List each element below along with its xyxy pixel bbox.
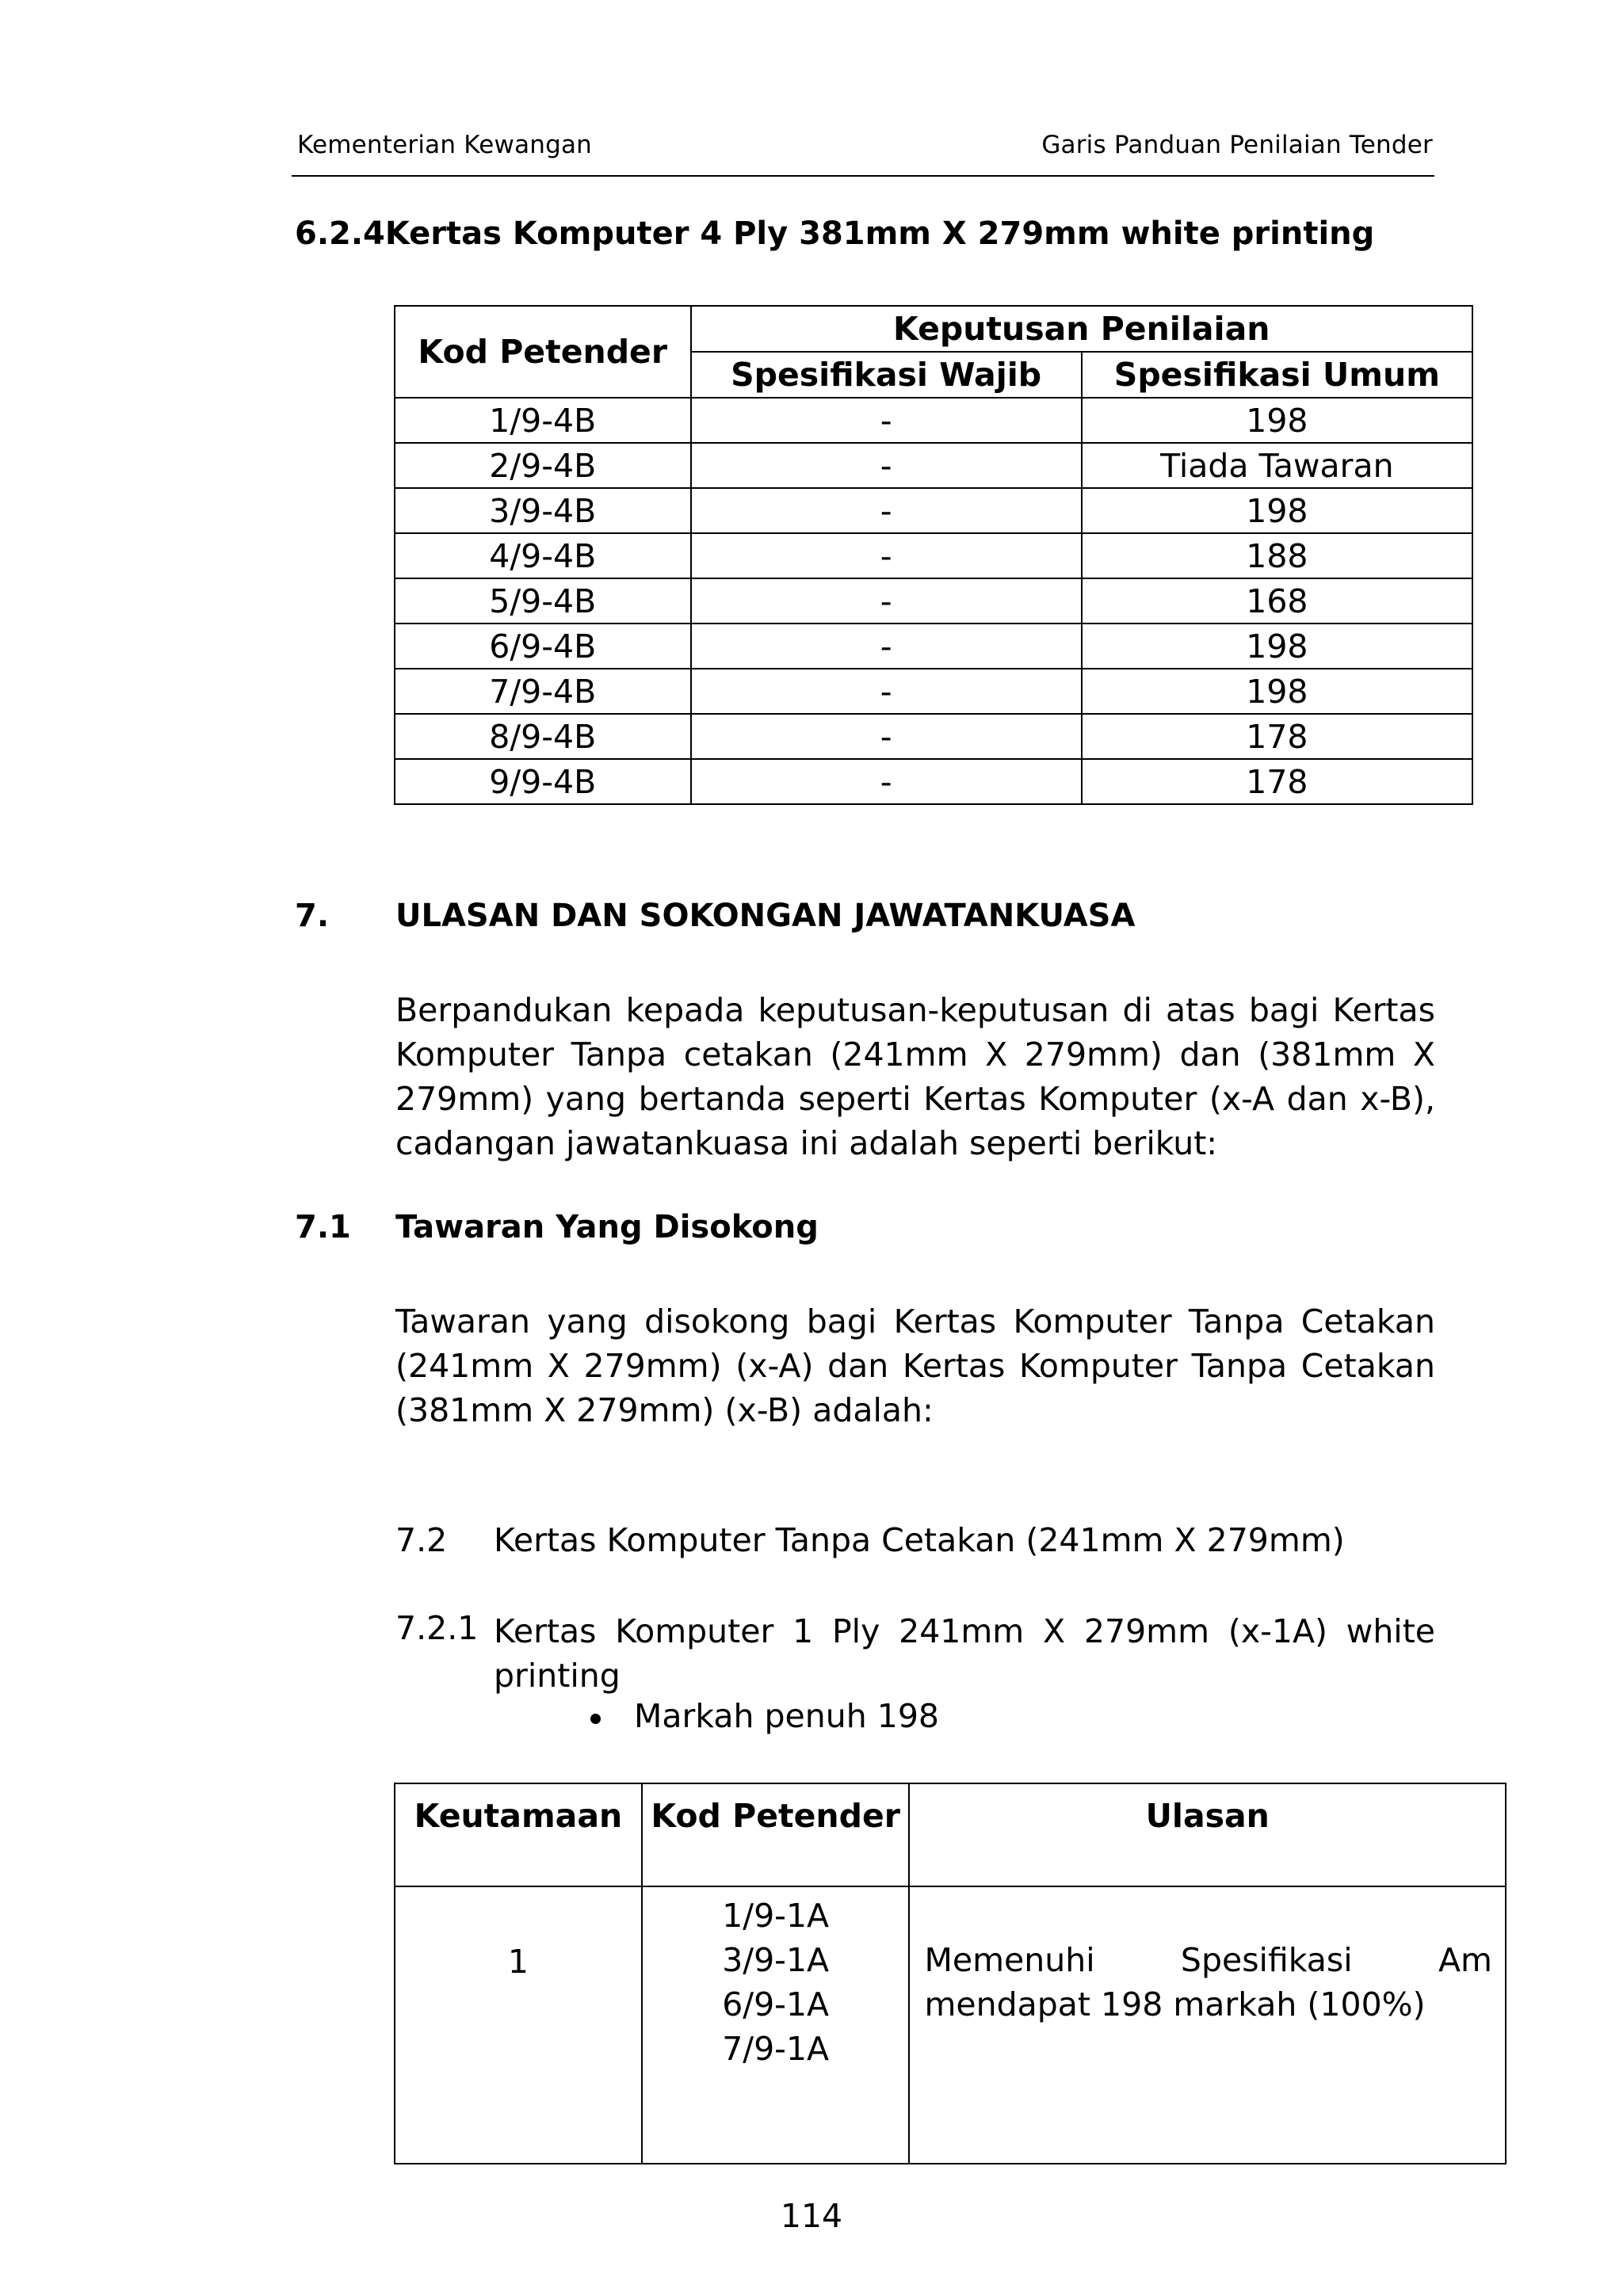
section-7-number: 7.	[295, 898, 330, 934]
evaluation-table-4b	[394, 305, 1473, 805]
cell-wajib: -	[691, 533, 1082, 578]
header-document-title: Garis Panduan Penilaian Tender	[1041, 131, 1433, 159]
cell-umum: 198	[1082, 669, 1472, 714]
cell-kod: 8/9-4B	[395, 714, 691, 759]
cell-umum: Tiada Tawaran	[1082, 443, 1472, 488]
col-header-keputusan-penilaian: Keputusan Penilaian	[691, 306, 1473, 352]
cell-umum: 178	[1082, 759, 1472, 804]
section-721-heading: Kertas Komputer 1 Ply 241mm X 279mm (x-1A) white printing	[494, 1612, 1435, 1695]
cell-wajib: -	[691, 714, 1082, 759]
kod-item: 7/9-1A	[722, 2030, 830, 2068]
kod-item: 3/9-1A	[722, 1941, 830, 1979]
header-rule	[292, 175, 1434, 177]
cell-kod: 5/9-4B	[395, 578, 691, 624]
cell-wajib: -	[691, 578, 1082, 624]
kod-item: 6/9-1A	[722, 1985, 830, 2023]
col-header-kod-petender: Kod Petender	[395, 306, 691, 398]
section-71-heading: Tawaran Yang Disokong	[395, 1209, 819, 1245]
cell-kod: 4/9-4B	[395, 533, 691, 578]
cell-wajib: -	[691, 669, 1082, 714]
table-row	[395, 533, 1472, 578]
recommendation-table-1a	[394, 1783, 1507, 2164]
col-header-kod-petender: Kod Petender	[642, 1783, 910, 1886]
table-row	[395, 398, 1472, 443]
table-row	[395, 669, 1472, 714]
section-71-paragraph: Tawaran yang disokong bagi Kertas Komputer Tanpa Cetakan (241mm X 279mm) (x-A) dan Kertas Komputer Tanpa Cetakan (381mm X 279mm) (x-B) adalah:	[395, 1302, 1435, 1429]
page-number: 114	[780, 2197, 843, 2235]
col-header-spesifikasi-wajib: Spesifikasi Wajib	[691, 352, 1082, 398]
bullet-icon	[590, 1714, 601, 1724]
cell-keutamaan: 1	[395, 1886, 642, 2164]
cell-kod-list	[642, 1886, 910, 2164]
cell-kod: 7/9-4B	[395, 669, 691, 714]
cell-wajib: -	[691, 398, 1082, 443]
table-row	[395, 624, 1472, 669]
section-72-heading: Kertas Komputer Tanpa Cetakan (241mm X 279mm)	[494, 1521, 1345, 1559]
table-row	[395, 714, 1472, 759]
header-ministry: Kementerian Kewangan	[297, 131, 593, 159]
cell-umum: 188	[1082, 533, 1472, 578]
section-72-number: 7.2	[395, 1521, 448, 1559]
cell-kod: 9/9-4B	[395, 759, 691, 804]
table-row	[395, 443, 1472, 488]
cell-umum: 178	[1082, 714, 1472, 759]
section-721-number: 7.2.1	[395, 1609, 479, 1647]
section-71-number: 7.1	[295, 1209, 351, 1245]
cell-kod: 6/9-4B	[395, 624, 691, 669]
cell-umum: 168	[1082, 578, 1472, 624]
col-header-ulasan: Ulasan	[909, 1783, 1506, 1886]
cell-umum: 198	[1082, 624, 1472, 669]
bullet-item	[590, 1697, 939, 1735]
cell-kod: 3/9-4B	[395, 488, 691, 533]
cell-kod: 1/9-4B	[395, 398, 691, 443]
cell-umum: 198	[1082, 488, 1472, 533]
col-header-keutamaan: Keutamaan	[395, 1783, 642, 1886]
table-row	[395, 1886, 1506, 2164]
cell-kod: 2/9-4B	[395, 443, 691, 488]
cell-wajib: -	[691, 443, 1082, 488]
cell-wajib: -	[691, 488, 1082, 533]
section-624-heading: 6.2.4Kertas Komputer 4 Ply 381mm X 279mm white printing	[295, 215, 1375, 252]
cell-wajib: -	[691, 624, 1082, 669]
col-header-spesifikasi-umum: Spesifikasi Umum	[1082, 352, 1472, 398]
section-7-paragraph: Berpandukan kepada keputusan-keputusan di atas bagi Kertas Komputer Tanpa cetakan (241mm X 279mm) dan (381mm X 279mm) yang bertanda seperti Kertas Komputer (x-A dan x-B), cadangan jawatankuasa ini adalah seperti berikut:	[395, 991, 1435, 1162]
table-row	[395, 578, 1472, 624]
cell-umum: 198	[1082, 398, 1472, 443]
kod-item: 1/9-1A	[722, 1897, 830, 1935]
table-row	[395, 488, 1472, 533]
cell-wajib: -	[691, 759, 1082, 804]
section-7-heading: ULASAN DAN SOKONGAN JAWATANKUASA	[395, 898, 1136, 934]
table-row	[395, 759, 1472, 804]
cell-ulasan: Memenuhi Spesifikasi Am mendapat 198 markah (100%)	[909, 1886, 1506, 2164]
bullet-text: Markah penuh 198	[634, 1697, 940, 1735]
